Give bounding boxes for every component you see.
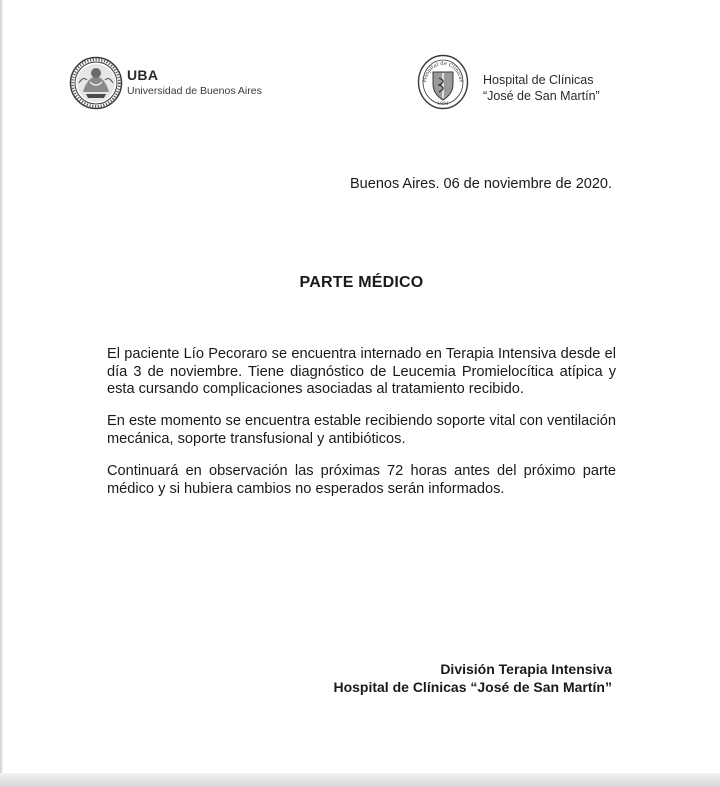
uba-full-name: Universidad de Buenos Aires [127, 85, 262, 97]
document-page [3, 0, 720, 773]
paragraph: Continuará en observación las próximas 72 horas antes del próximo parte médico y si hubiera cambios no esperados serán informados. [107, 463, 616, 497]
document-title: PARTE MÉDICO [299, 274, 424, 291]
uba-seal-icon [69, 56, 123, 110]
hospital-subtitle: “José de San Martín” [483, 89, 600, 103]
signature-block [333, 660, 612, 696]
signature-division: División Terapia Intensiva [440, 661, 612, 677]
uba-header [69, 56, 269, 110]
hospital-header [417, 54, 617, 110]
svg-text:1881: 1881 [437, 102, 449, 107]
hospital-seal-icon [417, 54, 469, 110]
paragraph: En este momento se encuentra estable recibiendo soporte vital con ventilación mecánica, soporte transfusional y antibióticos. [107, 413, 616, 447]
hospital-name: Hospital de Clínicas [483, 73, 594, 87]
uba-abbreviation: UBA [127, 67, 159, 83]
photo-edge-bottom [0, 773, 720, 787]
svg-text:Hospital de Clínicas: Hospital de Clínicas [422, 60, 464, 83]
paragraph: El paciente Lío Pecoraro se encuentra internado en Terapia Intensiva desde el día 3 de noviembre. Tiene diagnóstico de Leucemia Promielocítica atípica y esta cursando complicaciones asociadas al tratamiento recibido. [107, 346, 616, 397]
signature-hospital: Hospital de Clínicas “José de San Martín” [333, 679, 612, 695]
date-line: Buenos Aires. 06 de noviembre de 2020. [350, 176, 612, 192]
